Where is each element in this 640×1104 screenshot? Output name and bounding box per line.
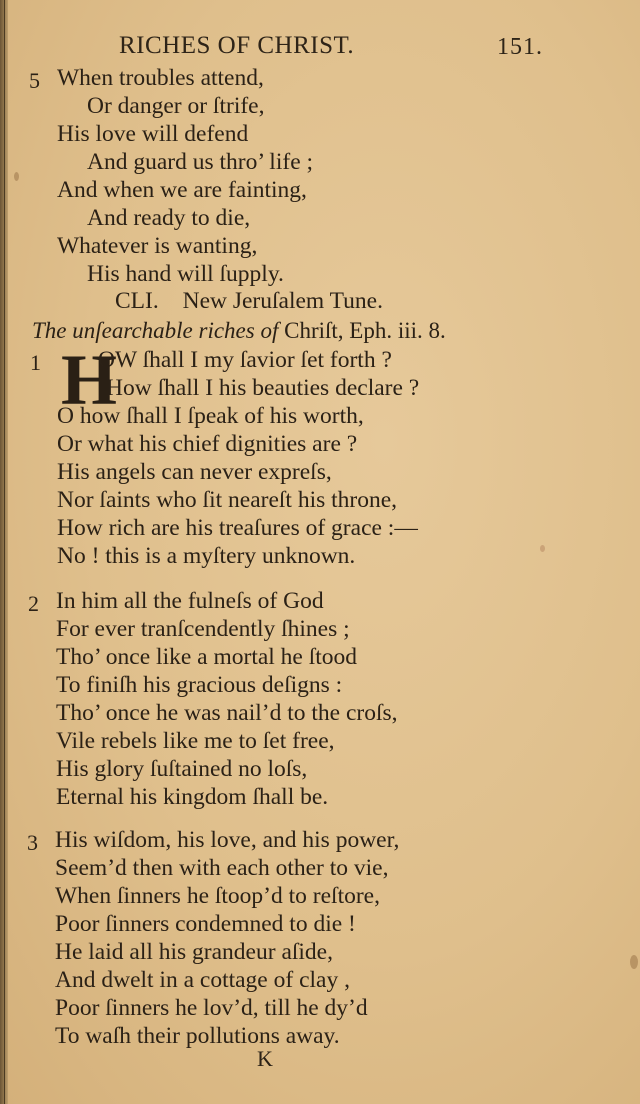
verse-line: Tho’ once he was nail’d to the croſs, (56, 700, 398, 726)
ink-stain (14, 172, 19, 181)
gutter-line (4, 0, 5, 1104)
verse-line: To finiſh his gracious deſigns : (56, 672, 343, 698)
verse-line: And when we are fainting, (57, 177, 307, 203)
paper-stain (540, 545, 545, 552)
page-number: 151. (497, 34, 543, 60)
verse-line: How ſhall I his beauties declare ? (106, 375, 420, 401)
hymn-heading (115, 288, 383, 315)
verse-line: His hand will ſupply. (87, 261, 284, 287)
verse-line: Or danger or ſtrife, (87, 93, 265, 119)
verse-line: Eternal his kingdom ſhall be. (56, 784, 329, 810)
verse-number: 2 (28, 591, 39, 616)
drop-cap: H (61, 340, 118, 420)
verse-line: Whatever is wanting, (57, 233, 258, 259)
verse-line: For ever tranſcendently ſhines ; (56, 616, 350, 642)
verse-number: 5 (29, 68, 40, 93)
hymn-number: CLI. (115, 288, 159, 314)
verse-line: To waſh their pollutions away. (55, 1023, 340, 1049)
verse-line: OW ſhall I my ſavior ſet forth ? (98, 347, 392, 373)
verse-line: When ſinners he ſtoop’d to reſtore, (55, 883, 380, 909)
verse-line: His love will defend (57, 121, 249, 147)
catchword-signature: K (257, 1046, 273, 1071)
running-title: RICHES OF CHRIST. (119, 32, 355, 59)
verse-line: No ! this is a myſtery unknown. (57, 543, 356, 569)
verse-line: Poor ſinners condemned to die ! (55, 911, 356, 937)
verse-line: How rich are his treaſures of grace :— (57, 515, 418, 541)
page-header (0, 28, 640, 68)
verse-line: He laid all his grandeur aſide, (55, 939, 333, 965)
subtitle-italic: The unſearchable riches of (32, 318, 279, 343)
subtitle-reference: Chriſt, Eph. iii. 8. (284, 318, 446, 343)
verse-line: Vile rebels like me to ſet free, (56, 728, 335, 754)
verse-line: His wiſdom, his love, and his power, (55, 827, 400, 853)
verse-line: Tho’ once like a mortal he ſtood (56, 644, 358, 670)
verse-line: Nor ſaints who ſit neareſt his throne, (57, 487, 398, 513)
verse-line: And guard us thro’ life ; (87, 149, 314, 175)
verse-line: When troubles attend, (57, 65, 264, 91)
verse-number: 3 (27, 830, 38, 855)
verse-line: Seem’d then with each other to vie, (55, 855, 389, 881)
verse-line: In him all the fulneſs of God (56, 588, 324, 614)
hymn-tune: New Jeruſalem Tune. (182, 288, 383, 314)
paper-stain (630, 955, 638, 969)
verse-line: O how ſhall I ſpeak of his worth, (57, 403, 364, 429)
verse-number: 1 (30, 350, 41, 375)
verse-line: And dwelt in a cottage of clay , (55, 967, 350, 993)
verse-line: And ready to die, (87, 205, 251, 231)
verse-line: His angels can never expreſs, (57, 459, 332, 485)
verse-line: Or what his chief dignities are ? (57, 431, 358, 457)
verse-line: His glory ſuſtained no loſs, (56, 756, 308, 782)
verse-line: Poor ſinners he lov’d, till he dy’d (55, 995, 368, 1021)
